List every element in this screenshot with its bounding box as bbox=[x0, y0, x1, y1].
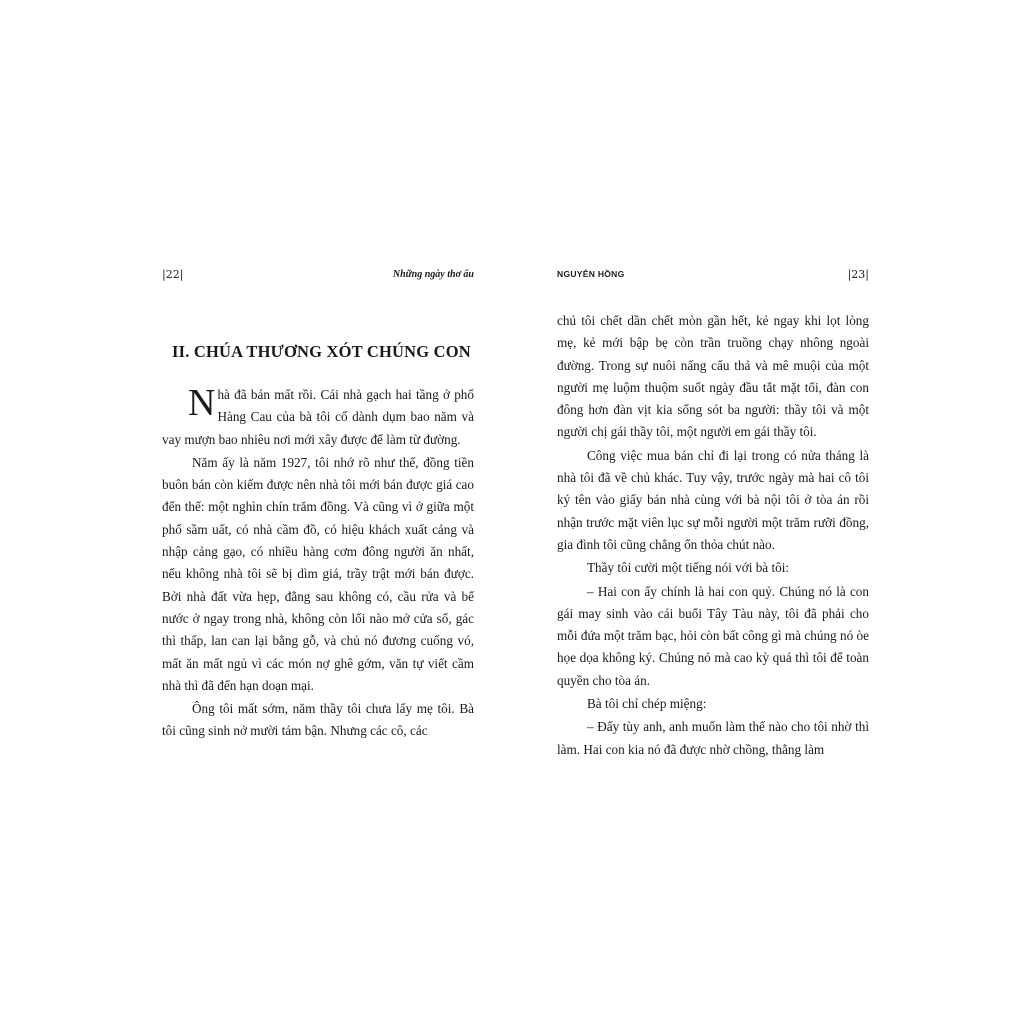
paragraph: – Đấy tùy anh, anh muốn làm thế nào cho tôi nhờ thì làm. Hai con kia nó đã được nhờ chồng, thằng làm bbox=[557, 719, 869, 757]
paragraph: Năm ấy là năm 1927, tôi nhớ rõ như thế, đồng tiền buôn bán còn kiếm được nên nhà tôi mới bán được giá cao đến thế: một nghìn chín trăm đồng. Và cũng vì ở giữa một phố sầm uất, có nhà cầm đồ, có hiệu khách xuất cảng và nhập cảng gạo, có nhiều hàng cơm đông người ăn nhất, nếu không nhà tôi sẽ bị dìm giá, trầy trật mới bán được. Bởi nhà đất vừa hẹp, đằng sau không có, cầu rửa và bể nước ở ngay trong nhà, không còn lối nào mở cửa sổ, gác thì thấp, lan can lại bằng gỗ, và chủ nó đương cuống vó, mất ăn mất ngủ vì các món nợ ghê gớm, văn tự viết cầm nhà thì đã đến hạn doạn mại. bbox=[162, 454, 474, 693]
paragraph: Ông tôi mất sớm, năm thầy tôi chưa lấy mẹ tôi. Bà tôi cũng sinh nở mười tám bận. Nhưng các cô, các bbox=[162, 701, 474, 739]
left-page bbox=[162, 268, 474, 743]
running-title: NGUYÊN HỒNG bbox=[557, 269, 625, 279]
chapter-title: II. CHÚA THƯƠNG XÓT CHÚNG CON bbox=[172, 342, 471, 361]
right-page bbox=[557, 268, 869, 761]
running-title: Những ngày thơ ấu bbox=[392, 269, 474, 280]
paragraph-text: hà đã bán mất rồi. Cái nhà gạch hai tầng ở phố Hàng Cau của bà tôi cố dành dụm bao năm và vay mượn bao nhiêu nơi mới xây được để làm từ đường. bbox=[162, 387, 474, 447]
left-page-header bbox=[162, 268, 474, 290]
page-number: |22| bbox=[162, 268, 184, 281]
left-page-body bbox=[162, 384, 474, 743]
page-number: |23| bbox=[847, 268, 869, 281]
paragraph: chú tôi chết dần chết mòn gần hết, kẻ ngay khi lọt lòng mẹ, kẻ mới bập bẹ còn trần truồng chạy nhông ngoài đường. Trong sự nuôi nấng cẩu thả và mê muội của một người mẹ luộm thuộm suốt ngày đầu tắt mặt tối, đàn con đông hơn đàn vịt kia sống sót ba người: thầy tôi và một người chị gái thầy tôi, một người em gái thầy tôi. bbox=[557, 313, 869, 440]
paragraph: – Hai con ấy chính là hai con quỷ. Chúng nó là con gái may sinh vào cái buổi Tây Tàu này, tôi đã phải cho mỗi đứa một trăm bạc, hỏi còn bất công gì mà chúng nó òe họe dọa không ký. Chúng nó mà cao kỳ quá thì tôi để toàn quyền cho tòa án. bbox=[557, 583, 869, 688]
paragraph: Công việc mua bán chỉ đi lại trong có nửa tháng là nhà tôi đã về chủ khác. Tuy vậy, trước ngày mà hai cô tôi ký tên vào giấy bán nhà cùng với bà nội tôi ở tòa án rồi nhận trước mặt viên lục sự mỗi người một trăm rưỡi đồng, gia đình tôi cũng chẳng ổn thỏa chút nào. bbox=[557, 447, 869, 552]
right-page-header bbox=[557, 268, 869, 290]
paragraph bbox=[162, 384, 474, 451]
right-page-body bbox=[557, 310, 869, 761]
drop-cap: N bbox=[188, 382, 216, 424]
paragraph: Thầy tôi cười một tiếng nói với bà tôi: bbox=[587, 560, 790, 576]
paragraph: Bà tôi chỉ chép miệng: bbox=[587, 696, 707, 712]
